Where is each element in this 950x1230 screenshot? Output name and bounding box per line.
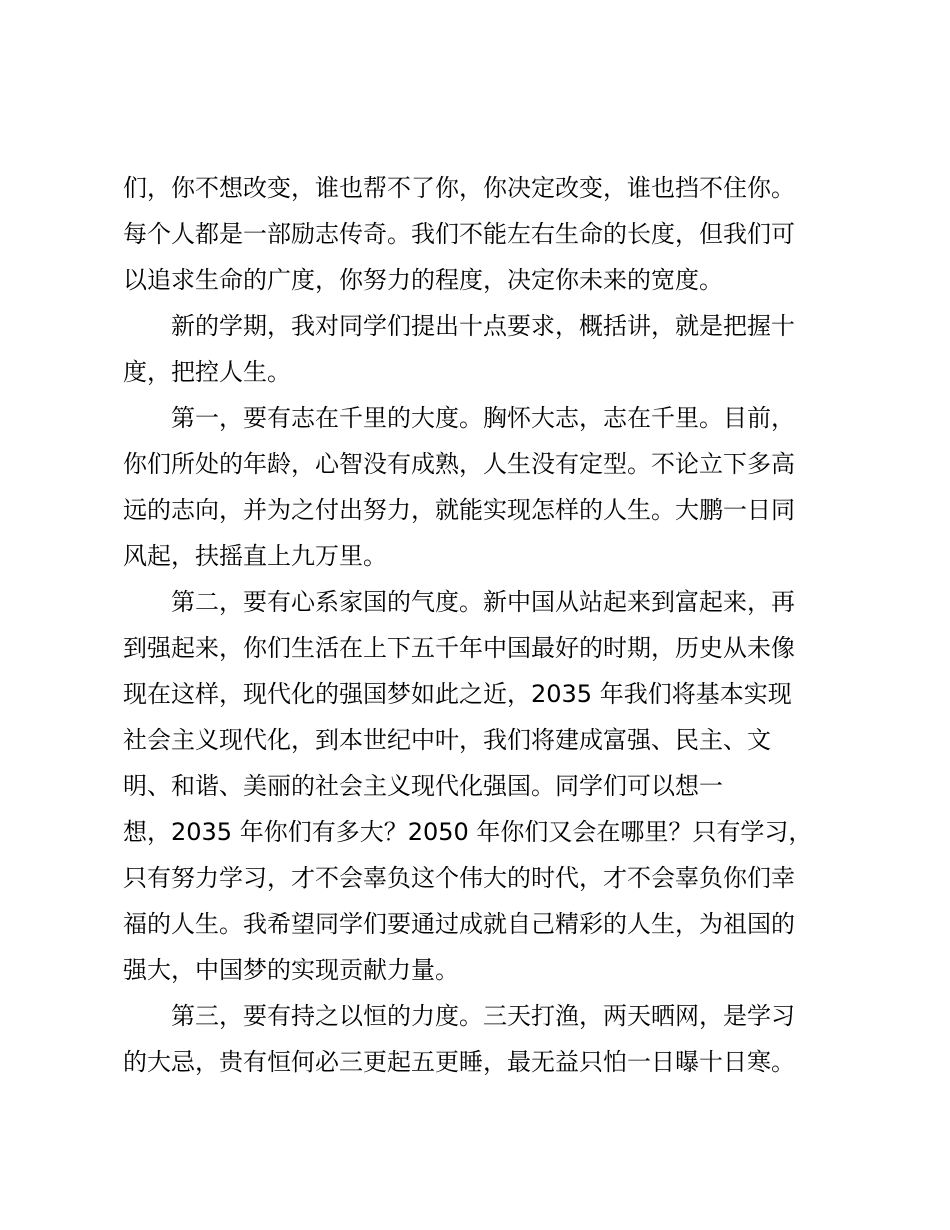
paragraph-first-line: 第二，要有心系家国的气度。新中国从站起来到富起来，再 <box>171 588 795 616</box>
text-line: 福的人生。我希望同学们要通过成就自己精彩的人生，为祖国的 <box>123 910 795 938</box>
text-line: 远的志向，并为之付出努力，就能实现怎样的人生。大鹏一日同 <box>123 496 795 524</box>
text-line: 风起，扶摇直上九万里。 <box>123 542 387 570</box>
text-line: 只有努力学习，才不会辜负这个伟大的时代，才不会辜负你们幸 <box>123 864 795 892</box>
paragraph-first-line: 新的学期，我对同学们提出十点要求，概括讲，就是把握十 <box>171 312 795 340</box>
text-line: 强大，中国梦的实现贡献力量。 <box>123 956 459 984</box>
paragraph-first-line: 第三，要有持之以恒的力度。三天打渔，两天晒网，是学习 <box>171 1002 795 1030</box>
text-line: 到强起来，你们生活在上下五千年中国最好的时期，历史从未像 <box>123 634 795 662</box>
text-line: 想，2035 年你们有多大？2050 年你们又会在哪里？只有学习， <box>123 818 813 846</box>
text-line: 明、和谐、美丽的社会主义现代化强国。同学们可以想一 <box>123 772 723 800</box>
paragraph-first-line: 第一，要有志在千里的大度。胸怀大志，志在千里。目前， <box>171 404 795 432</box>
text-line: 社会主义现代化，到本世纪中叶，我们将建成富强、民主、文 <box>123 726 771 754</box>
text-line: 每个人都是一部励志传奇。我们不能左右生命的长度，但我们可 <box>123 220 795 248</box>
text-line: 现在这样，现代化的强国梦如此之近，2035 年我们将基本实现 <box>123 680 792 708</box>
text-line: 的大忌，贵有恒何必三更起五更睡，最无益只怕一日曝十日寒。 <box>123 1048 795 1076</box>
text-line: 你们所处的年龄，心智没有成熟，人生没有定型。不论立下多高 <box>123 450 795 478</box>
text-line: 们，你不想改变，谁也帮不了你，你决定改变，谁也挡不住你。 <box>123 174 795 202</box>
text-line: 以追求生命的广度，你努力的程度，决定你未来的宽度。 <box>123 266 723 294</box>
text-line: 度，把控人生。 <box>123 358 291 386</box>
